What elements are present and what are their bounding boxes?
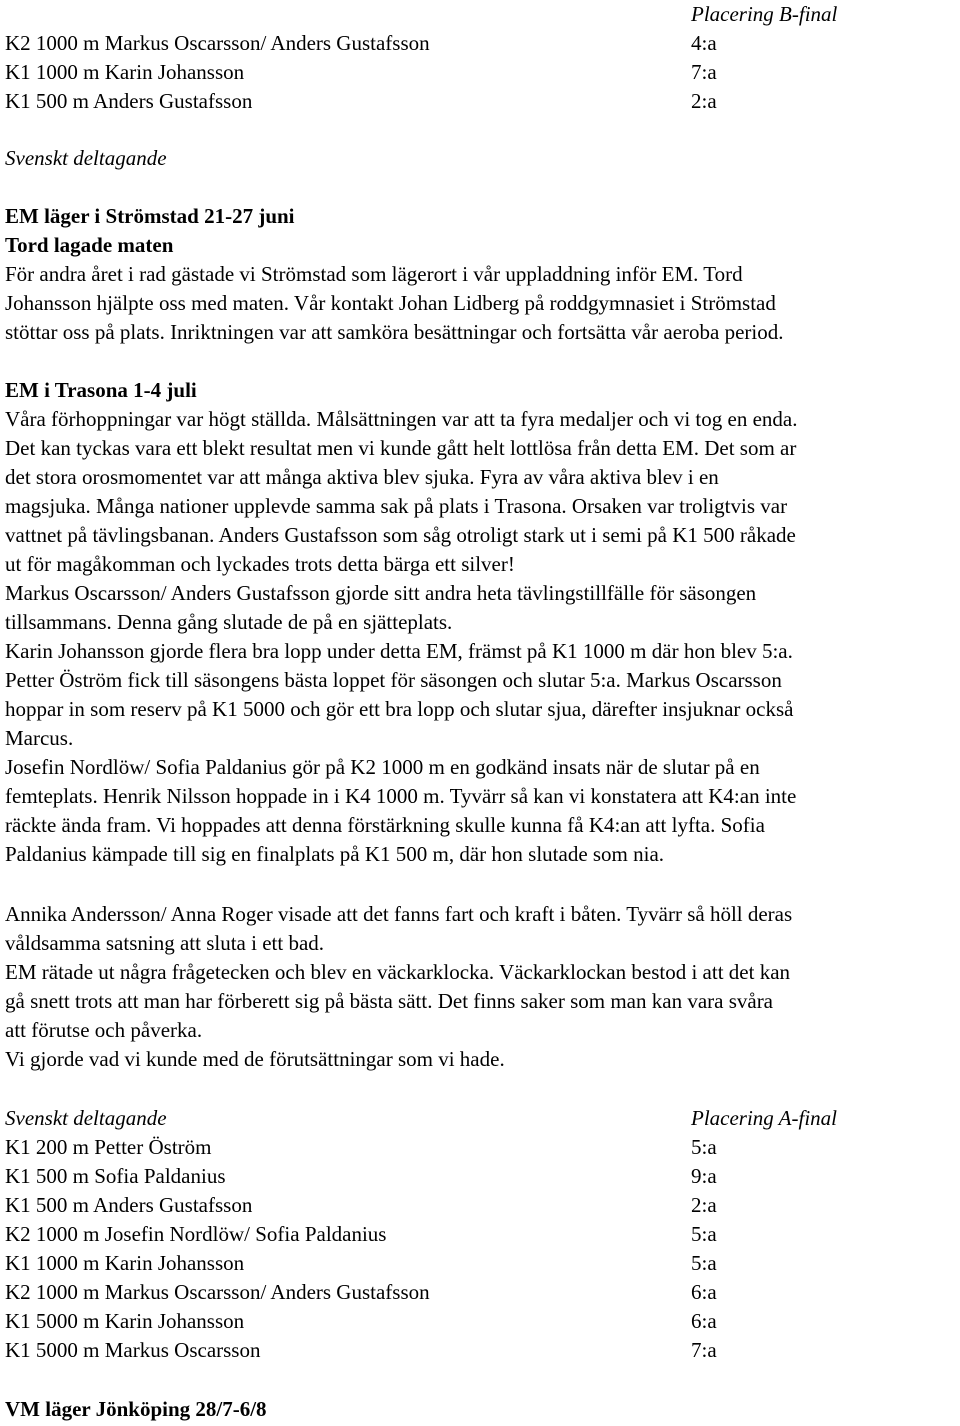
table-row (5, 29, 945, 58)
paragraph-line: Karin Johansson gjorde flera bra lopp under detta EM, främst på K1 1000 m där hon blev 5:a. (5, 639, 793, 663)
result-place: 5:a (691, 1251, 717, 1275)
paragraph-line: gå snett trots att man har förberett sig på bästa sätt. Det finns saker som man kan vara svåra (5, 989, 774, 1013)
paragraph-line: Det kan tyckas vara ett blekt resultat men vi kunde gått helt lottlösa från detta EM. Det som ar (5, 436, 797, 460)
paragraph-line: EM rätade ut några frågetecken och blev en väckarklocka. Väckarklockan bestod i att det kan (5, 960, 791, 984)
em-trasona-title: EM i Trasona 1-4 juli (5, 378, 197, 402)
table-row (5, 1191, 945, 1220)
result-place: 2:a (691, 89, 717, 113)
result-event: K1 1000 m Karin Johansson (5, 60, 245, 84)
a-final-results-table (5, 1104, 945, 1365)
table-row (5, 1220, 945, 1249)
result-place: 5:a (691, 1135, 717, 1159)
result-event: K1 200 m Petter Öström (5, 1135, 212, 1159)
table-row (5, 1162, 945, 1191)
table-row (5, 87, 945, 116)
result-event: K1 1000 m Karin Johansson (5, 1251, 245, 1275)
result-place: 7:a (691, 1338, 717, 1362)
paragraph-line: Vi gjorde vad vi kunde med de förutsättningar som vi hade. (5, 1047, 505, 1071)
result-place: 6:a (691, 1280, 717, 1304)
result-event: K1 500 m Sofia Paldanius (5, 1164, 226, 1188)
a-final-participation-header: Svenskt deltagande (5, 1106, 167, 1130)
vm-camp-title: VM läger Jönköping 28/7-6/8 (5, 1397, 267, 1421)
paragraph-line: hoppar in som reserv på K1 5000 och gör ett bra lopp och slutar sjua, därefter insjuknar också (5, 697, 794, 721)
paragraph-line: vattnet på tävlingsbanan. Anders Gustafsson som såg otroligt stark ut i semi på K1 500 råkade (5, 523, 796, 547)
result-place: 4:a (691, 31, 717, 55)
swedish-participation-heading: Svenskt deltagande (5, 146, 167, 170)
result-place: 6:a (691, 1309, 717, 1333)
paragraph-line: det stora orosmomentet var att många aktiva blev sjuka. Fyra av våra aktiva blev i en (5, 465, 719, 489)
table-row (5, 1249, 945, 1278)
result-place: 9:a (691, 1164, 717, 1188)
table-row (5, 1133, 945, 1162)
em-trasona-paragraph-2 (5, 900, 955, 1074)
paragraph-line: Josefin Nordlöw/ Sofia Paldanius gör på K2 1000 m en godkänd insats när de slutar på en (5, 755, 760, 779)
result-event: K2 1000 m Markus Oscarsson/ Anders Gustafsson (5, 1280, 430, 1304)
result-event: K1 5000 m Markus Oscarsson (5, 1338, 261, 1362)
result-event: K1 5000 m Karin Johansson (5, 1309, 245, 1333)
em-camp-subtitle: Tord lagade maten (5, 233, 174, 257)
paragraph-line: Annika Andersson/ Anna Roger visade att det fanns fart och kraft i båten. Tyvärr så höll deras (5, 902, 793, 926)
em-camp-title: EM läger i Strömstad 21-27 juni (5, 204, 295, 228)
paragraph-line: våldsamma satsning att sluta i ett bad. (5, 931, 325, 955)
table-row (5, 1278, 945, 1307)
result-event: K2 1000 m Josefin Nordlöw/ Sofia Paldanius (5, 1222, 387, 1246)
em-trasona-paragraph (5, 405, 955, 869)
b-final-header-row (5, 0, 945, 29)
result-place: 7:a (691, 60, 717, 84)
paragraph-line: att förutse och påverka. (5, 1018, 203, 1042)
table-row (5, 58, 945, 87)
paragraph-line: räckte ända fram. Vi hoppades att denna förstärkning skulle kunna få K4:an att lyfta. Sofia (5, 813, 765, 837)
paragraph-line: Petter Öström fick till säsongens bästa loppet för säsongen och slutar 5:a. Markus Oscarsson (5, 668, 782, 692)
paragraph-line: magsjuka. Många nationer upplevde samma sak på plats i Trasona. Orsaken var troligtvis var (5, 494, 788, 518)
paragraph-line: femteplats. Henrik Nilsson hoppade in i K4 1000 m. Tyvärr så kan vi konstatera att K4:an inte (5, 784, 797, 808)
paragraph-line: För andra året i rad gästade vi Strömstad som lägerort i vår uppladdning inför EM. Tord (5, 262, 743, 286)
em-camp-paragraph (5, 260, 955, 347)
paragraph-line: Marcus. (5, 726, 74, 750)
table-row (5, 1307, 945, 1336)
result-place: 5:a (691, 1222, 717, 1246)
table-row (5, 1336, 945, 1365)
b-final-placement-header: Placering B-final (691, 2, 838, 26)
result-event: K1 500 m Anders Gustafsson (5, 1193, 253, 1217)
paragraph-line: Markus Oscarsson/ Anders Gustafsson gjorde sitt andra heta tävlingstillfälle för säsongen (5, 581, 757, 605)
paragraph-line: stöttar oss på plats. Inriktningen var att samköra besättningar och fortsätta vår aeroba period. (5, 320, 784, 344)
result-place: 2:a (691, 1193, 717, 1217)
result-event: K1 500 m Anders Gustafsson (5, 89, 253, 113)
a-final-placement-header: Placering A-final (691, 1106, 838, 1130)
b-final-results-table (5, 0, 945, 116)
a-final-header-row (5, 1104, 945, 1133)
paragraph-line: ut för magåkomman och lyckades trots detta bärga ett silver! (5, 552, 515, 576)
paragraph-line: tillsammans. Denna gång slutade de på en sjätteplats. (5, 610, 453, 634)
paragraph-line: Paldanius kämpade till sig en finalplats på K1 500 m, där hon slutade som nia. (5, 842, 665, 866)
result-event: K2 1000 m Markus Oscarsson/ Anders Gustafsson (5, 31, 430, 55)
paragraph-line: Johansson hjälpte oss med maten. Vår kontakt Johan Lidberg på roddgymnasiet i Strömstad (5, 291, 776, 315)
paragraph-line: Våra förhoppningar var högt ställda. Målsättningen var att ta fyra medaljer och vi tog en enda. (5, 407, 798, 431)
